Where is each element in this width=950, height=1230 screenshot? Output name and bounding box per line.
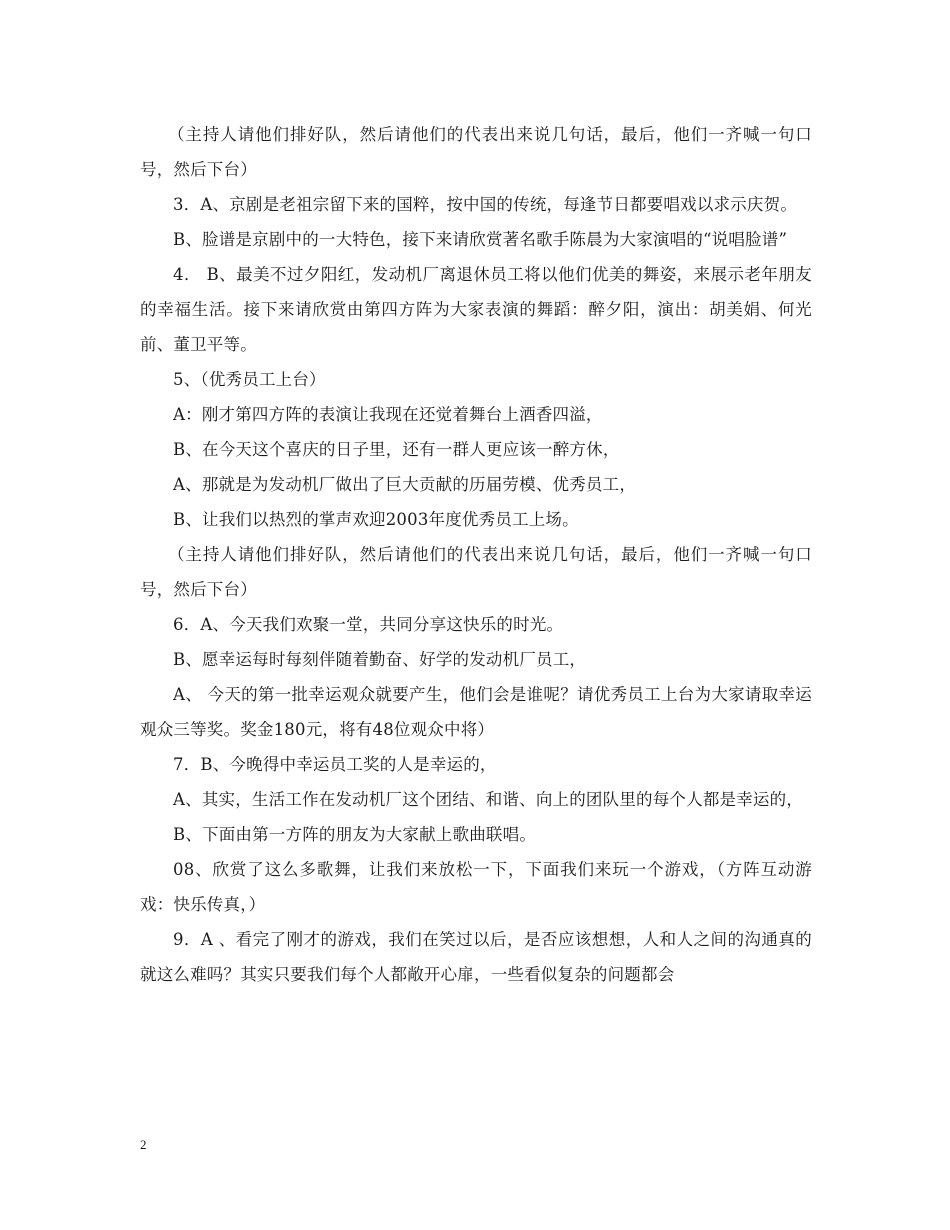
paragraph-item-7b: A、其实，生活工作在发动机厂这个团结、和谐、向上的团队里的每个人都是幸运的， [173,790,804,809]
paragraph-item-3b: B、脸谱是京剧中的一大特色，接下来请欣赏著名歌手陈晨为大家演唱的“说唱脸谱” [173,230,788,249]
paragraph-item-7c: B、下面由第一方阵的朋友为大家献上歌曲联唱。 [173,825,537,844]
paragraph-item-5a: A：刚才第四方阵的表演让我现在还觉着舞台上酒香四溢， [173,405,603,424]
document-body [140,117,812,992]
paragraph-item-6b: B、愿幸运每时每刻伴随着勤奋、好学的发动机厂员工， [173,650,587,669]
paragraph-item-9: 9．A 、看完了刚才的游戏，我们在笑过以后，是否应该想想，人和人之间的沟通真的就这么难吗？其实只要我们每个人都敞开心扉，一些看似复杂的问题都会 [140,930,812,984]
paragraph-item-3a: 3．A、京剧是老祖宗留下来的国粹，按中国的传统，每逢节日都要唱戏以求示庆贺。 [173,195,798,214]
paragraph-item-5d: B、让我们以热烈的掌声欢迎2003年度优秀员工上场。 [173,510,579,529]
paragraph-item-5c: A、那就是为发动机厂做出了巨大贡献的历届劳模、优秀员工， [173,475,637,494]
paragraph-item-6c: A、 今天的第一批幸运观众就要产生，他们会是谁呢？请优秀员工上台为大家请取幸运观众三等奖。奖金180元，将有48位观众中将） [140,685,812,739]
paragraph-item-8: 08、欣赏了这么多歌舞，让我们来放松一下，下面我们来玩一个游戏，（方阵互动游戏：快乐传真，） [140,860,812,914]
paragraph-item-5b: B、在今天这个喜庆的日子里，还有一群人更应该一醉方休， [173,440,620,459]
paragraph-host-note-1: （主持人请他们排好队，然后请他们的代表出来说几句话，最后，他们一齐喊一句口号，然后下台） [140,125,812,179]
paragraph-item-5: 5、（优秀员工上台） [173,370,326,389]
page-number: 2 [140,1137,147,1152]
paragraph-item-4: 4． B、最美不过夕阳红，发动机厂离退休员工将以他们优美的舞姿，来展示老年朋友的幸福生活。接下来请欣赏由第四方阵为大家表演的舞蹈：醉夕阳，演出：胡美娟、何光前、董卫平等。 [140,265,812,354]
paragraph-item-6a: 6．A、今天我们欢聚一堂，共同分享这快乐的时光。 [173,615,564,634]
paragraph-host-note-2: （主持人请他们排好队，然后请他们的代表出来说几句话，最后，他们一齐喊一句口号，然后下台） [140,545,812,599]
paragraph-item-7a: 7．B、今晚得中幸运员工奖的人是幸运的， [173,755,497,774]
